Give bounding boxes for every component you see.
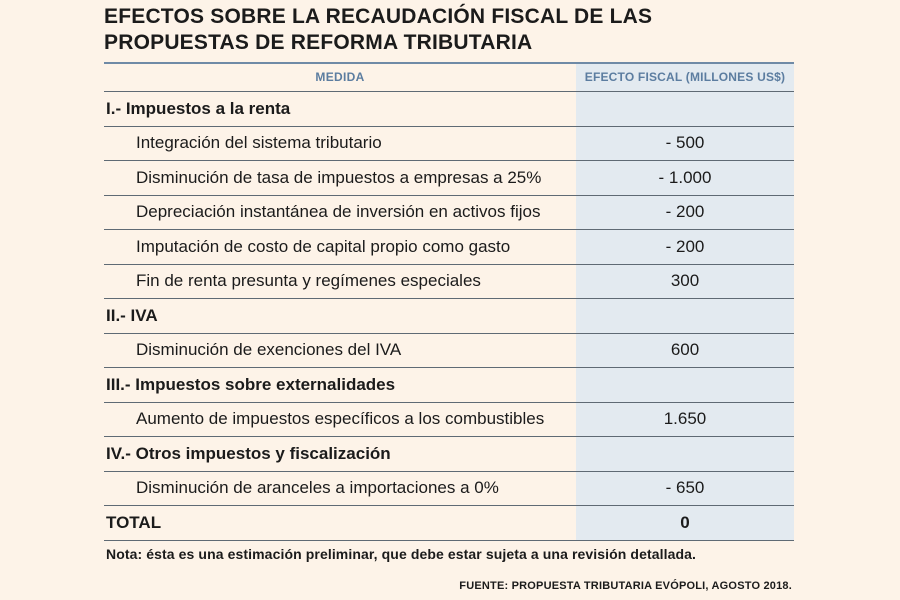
row-value: 300 bbox=[670, 271, 700, 291]
row-label: Aumento de impuestos específicos a los combustibles bbox=[136, 409, 545, 429]
row-label: Depreciación instantánea de inversión en activos fijos bbox=[136, 202, 541, 222]
row-label: Disminución de aranceles a importaciones a 0% bbox=[136, 478, 499, 498]
row-label: Integración del sistema tributario bbox=[136, 133, 382, 153]
table-row-section bbox=[104, 368, 794, 403]
row-value: - 200 bbox=[665, 202, 705, 222]
table-row bbox=[104, 334, 794, 369]
table-row-section bbox=[104, 92, 794, 127]
fiscal-effects-table bbox=[104, 62, 794, 541]
footnote: Nota: ésta es una estimación preliminar, que debe estar sujeta a una revisión detallada. bbox=[106, 546, 697, 562]
table-row bbox=[104, 472, 794, 507]
table-row bbox=[104, 161, 794, 196]
row-value: 600 bbox=[670, 340, 700, 360]
row-value bbox=[576, 92, 794, 126]
row-value: - 1.000 bbox=[658, 167, 712, 187]
source-credit: FUENTE: PROPUESTA TRIBUTARIA EVÓPOLI, AGOSTO 2018. bbox=[459, 580, 792, 592]
header-measure: MEDIDA bbox=[315, 69, 365, 84]
row-value: - 500 bbox=[665, 133, 705, 153]
table-row bbox=[104, 265, 794, 300]
table-row-section bbox=[104, 299, 794, 334]
table-header-row bbox=[104, 62, 794, 92]
row-value bbox=[576, 299, 794, 333]
row-label: Disminución de tasa de impuestos a empresas a 25% bbox=[136, 167, 542, 187]
total-label: TOTAL bbox=[106, 512, 162, 532]
row-label: IV.- Otros impuestos y fiscalización bbox=[106, 443, 391, 463]
header-effect: EFECTO FISCAL (MILLONES US$) bbox=[584, 69, 786, 84]
table-row bbox=[104, 230, 794, 265]
table-row bbox=[104, 403, 794, 438]
row-label: Imputación de costo de capital propio como gasto bbox=[136, 236, 511, 256]
row-value: 1.650 bbox=[663, 409, 707, 429]
table-row-section bbox=[104, 437, 794, 472]
row-value: - 200 bbox=[665, 236, 705, 256]
page-title bbox=[104, 4, 804, 56]
row-label: I.- Impuestos a la renta bbox=[106, 98, 291, 118]
row-value bbox=[576, 437, 794, 471]
row-value bbox=[576, 368, 794, 402]
title-line-2: PROPUESTAS DE REFORMA TRIBUTARIA bbox=[104, 31, 533, 54]
row-value: - 650 bbox=[665, 478, 705, 498]
row-label: II.- IVA bbox=[106, 305, 158, 325]
total-value: 0 bbox=[680, 512, 690, 532]
table-row bbox=[104, 127, 794, 162]
table-row bbox=[104, 196, 794, 231]
row-label: Disminución de exenciones del IVA bbox=[136, 340, 402, 360]
row-label: Fin de renta presunta y regímenes especiales bbox=[136, 271, 481, 291]
title-line-1: EFECTOS SOBRE LA RECAUDACIÓN FISCAL DE LAS bbox=[104, 5, 653, 28]
row-label: III.- Impuestos sobre externalidades bbox=[106, 374, 396, 394]
table-row-total bbox=[104, 506, 794, 541]
